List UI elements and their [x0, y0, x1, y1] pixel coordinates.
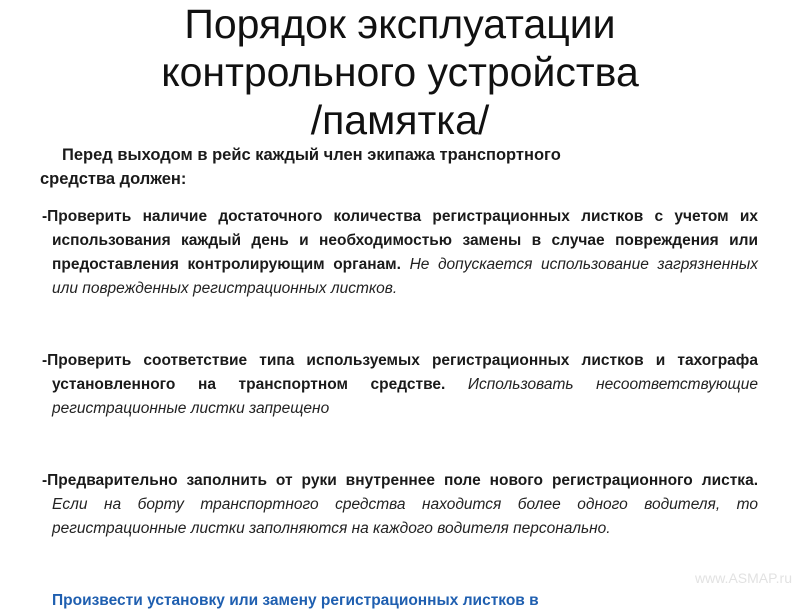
list-item	[42, 469, 758, 541]
title-line-1: Порядок эксплуатации	[184, 1, 616, 47]
item-note-text: Использовать несоответствующие регистрационные листки запрещено	[52, 376, 758, 417]
title-line-3: /памятка/	[310, 97, 490, 143]
list-item	[42, 349, 758, 421]
item-main-text: -Проверить соответствие типа используемых регистрационных листков и тахографа установленного на транспортном средстве.	[42, 352, 758, 393]
item-main-text: -Предварительно заполнить от руки внутреннее поле нового регистрационного листка.	[42, 472, 758, 489]
intro-line-1: Перед выходом в рейс каждый член экипажа транспортного	[62, 146, 561, 164]
intro-paragraph	[40, 143, 770, 191]
intro-line-2: средства должен:	[40, 170, 187, 188]
item-main-text: -Проверить наличие достаточного количества регистрационных листков с учетом их использования каждый день и необходимостью замены в случае повреждения или предоставления контролирующим органам.	[42, 208, 758, 273]
list-item	[42, 205, 758, 301]
item-note-text: Если на борту транспортного средства находится более одного водителя, то регистрационные листки заполняются на каждого водителя персонально.	[52, 496, 758, 537]
title-line-2: контрольного устройства	[161, 49, 639, 95]
watermark: www.ASMAP.ru	[695, 570, 792, 586]
list-item	[42, 589, 758, 613]
item-note-text: Не допускается использование загрязненных или поврежденных регистрационных листков.	[52, 256, 759, 297]
item-main-text: Произвести установку или замену регистрационных листков в	[52, 592, 539, 609]
page-title	[0, 0, 800, 144]
